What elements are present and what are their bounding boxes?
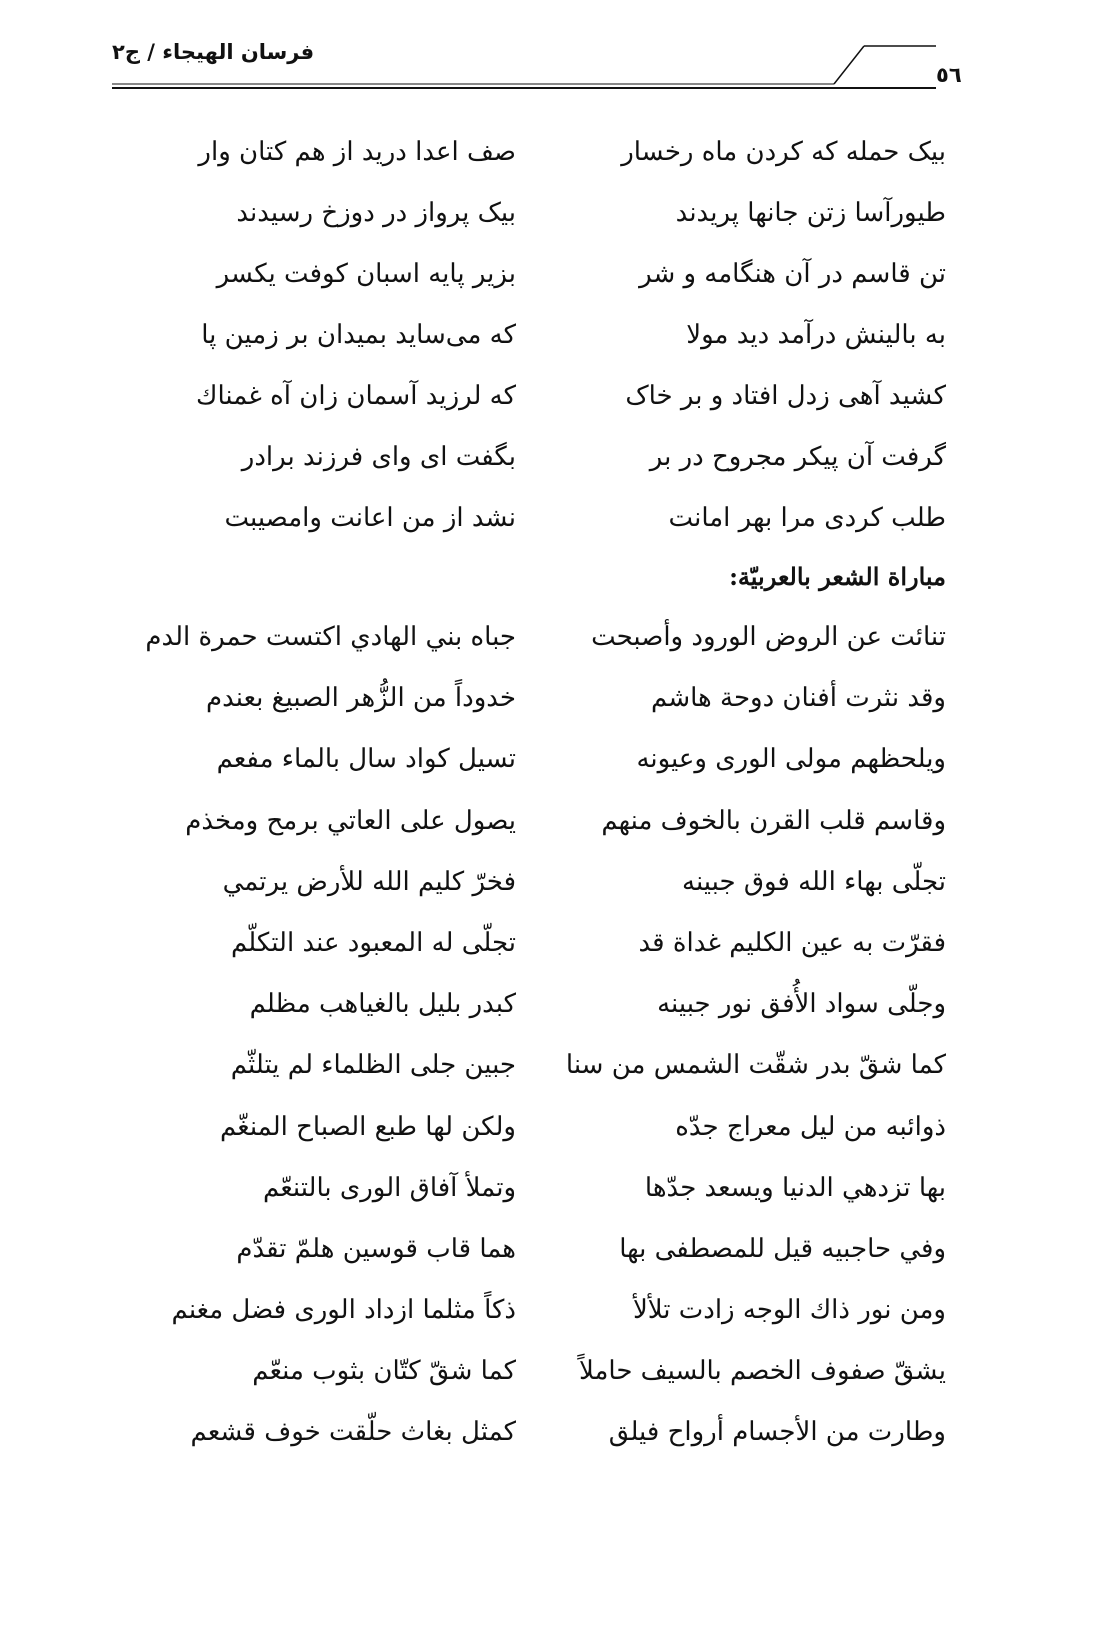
first-hemistich: وطارت من الأجسام أرواح فيلق bbox=[608, 1417, 946, 1448]
second-hemistich: نشد از من اعانت وامصیبت bbox=[224, 503, 516, 533]
first-hemistich: ذوائبه من ليل معراج جدّه bbox=[675, 1111, 946, 1142]
first-hemistich: طیورآسا زتن جانها پریدند bbox=[675, 198, 946, 228]
arabic-poem bbox=[0, 615, 1094, 1472]
book-title: فرسان الهيجاء / ج۲ bbox=[112, 40, 315, 64]
second-hemistich: بیک پرواز در دوزخ رسیدند bbox=[236, 198, 516, 228]
section-heading: مباراة الشعر بالعربيّة: bbox=[729, 562, 946, 591]
second-hemistich: جبين جلى الظلماء لم يتلثّم bbox=[230, 1050, 516, 1081]
second-hemistich: يصول على العاتي برمح ومخذم bbox=[185, 805, 516, 836]
first-hemistich: وفي حاجبيه قيل للمصطفى بها bbox=[619, 1233, 946, 1264]
first-hemistich: يشقّ صفوف الخصم بالسيف حاملاً bbox=[578, 1356, 946, 1387]
arabic-couplet bbox=[0, 982, 1094, 1043]
arabic-couplet bbox=[0, 1166, 1094, 1227]
first-hemistich: تنائت عن الروض الورود وأصبحت bbox=[591, 622, 946, 652]
second-hemistich: كمثل بغاث حلّقت خوف قشعم bbox=[190, 1417, 516, 1448]
second-hemistich: بگفت ای وای فرزند برادر bbox=[241, 442, 516, 472]
second-hemistich: تسيل كواد سال بالماء مفعم bbox=[216, 744, 516, 775]
persian-couplet bbox=[0, 252, 1094, 313]
arabic-couplet bbox=[0, 615, 1094, 676]
second-hemistich: که می‌ساید بمیدان بر زمین پا bbox=[201, 320, 516, 350]
first-hemistich: تن قاسم در آن هنگامه و شر bbox=[639, 259, 946, 289]
persian-couplet bbox=[0, 313, 1094, 374]
first-hemistich: فقرّت به عين الكليم غداة قد bbox=[638, 927, 946, 958]
first-hemistich: ومن نور ذاك الوجه زادت تلألأ bbox=[632, 1295, 946, 1326]
persian-couplet bbox=[0, 496, 1094, 557]
second-hemistich: كبدر بليل بالغياهب مظلم bbox=[249, 989, 516, 1020]
second-hemistich: تجلّى له المعبود عند التكلّم bbox=[230, 927, 516, 958]
persian-couplet bbox=[0, 130, 1094, 191]
arabic-couplet bbox=[0, 1349, 1094, 1410]
page-header bbox=[0, 0, 1094, 110]
second-hemistich: خدوداً من الزُّهر الصبيغ بعندم bbox=[206, 683, 516, 714]
second-hemistich: ولكن لها طبع الصباح المنغّم bbox=[219, 1111, 516, 1142]
arabic-couplet bbox=[0, 1105, 1094, 1166]
page-number: ٥٦ bbox=[936, 63, 962, 87]
first-hemistich: کشید آهی زدل افتاد و بر خاک bbox=[625, 381, 946, 411]
second-hemistich: صف اعدا درید از هم کتان وار bbox=[198, 137, 516, 167]
first-hemistich: وقد نثرت أفنان دوحة هاشم bbox=[651, 683, 946, 714]
second-hemistich: که لرزید آسمان زان آه غمناك bbox=[196, 381, 516, 411]
arabic-couplet bbox=[0, 860, 1094, 921]
persian-couplet bbox=[0, 435, 1094, 496]
second-hemistich: وتملأ آفاق الورى بالتنعّم bbox=[263, 1172, 516, 1203]
persian-couplet bbox=[0, 191, 1094, 252]
persian-poem bbox=[0, 130, 1094, 557]
arabic-couplet bbox=[0, 921, 1094, 982]
second-hemistich: فخرّ كليم الله للأرض يرتمي bbox=[222, 866, 516, 897]
first-hemistich: گرفت آن پیکر مجروح در بر bbox=[649, 442, 946, 472]
second-hemistich: جباه بني الهادي اكتست حمرة الدم bbox=[145, 622, 516, 652]
first-hemistich: تجلّى بهاء الله فوق جبينه bbox=[682, 866, 946, 897]
first-hemistich: بها تزدهي الدنيا ويسعد جدّها bbox=[644, 1172, 946, 1203]
arabic-couplet bbox=[0, 1227, 1094, 1288]
arabic-couplet bbox=[0, 1043, 1094, 1104]
second-hemistich: ذكاً مثلما ازداد الورى فضل مغنم bbox=[171, 1295, 516, 1326]
first-hemistich: وجلّى سواد الأُفق نور جبينه bbox=[657, 989, 946, 1020]
first-hemistich: وقاسم قلب القرن بالخوف منهم bbox=[601, 805, 946, 836]
arabic-couplet bbox=[0, 737, 1094, 798]
first-hemistich: بیک حمله که کردن ماه رخسار bbox=[621, 137, 946, 167]
first-hemistich: طلب کردی مرا بهر امانت bbox=[668, 503, 946, 533]
first-hemistich: به بالینش درآمد دید مولا bbox=[686, 320, 946, 350]
second-hemistich: هما قاب قوسين هلمّ تقدّم bbox=[236, 1233, 516, 1264]
second-hemistich: كما شقّ كتّان بثوب منعّم bbox=[252, 1356, 516, 1387]
arabic-couplet bbox=[0, 799, 1094, 860]
arabic-couplet bbox=[0, 1410, 1094, 1471]
header-rule bbox=[112, 44, 936, 94]
persian-couplet bbox=[0, 374, 1094, 435]
first-hemistich: ويلحظهم مولى الورى وعيونه bbox=[636, 744, 946, 775]
arabic-couplet bbox=[0, 676, 1094, 737]
second-hemistich: بزیر پایه اسبان کوفت یکسر bbox=[216, 259, 516, 289]
first-hemistich: كما شقّ بدر شقّت الشمس من سنا bbox=[565, 1050, 946, 1081]
arabic-couplet bbox=[0, 1288, 1094, 1349]
